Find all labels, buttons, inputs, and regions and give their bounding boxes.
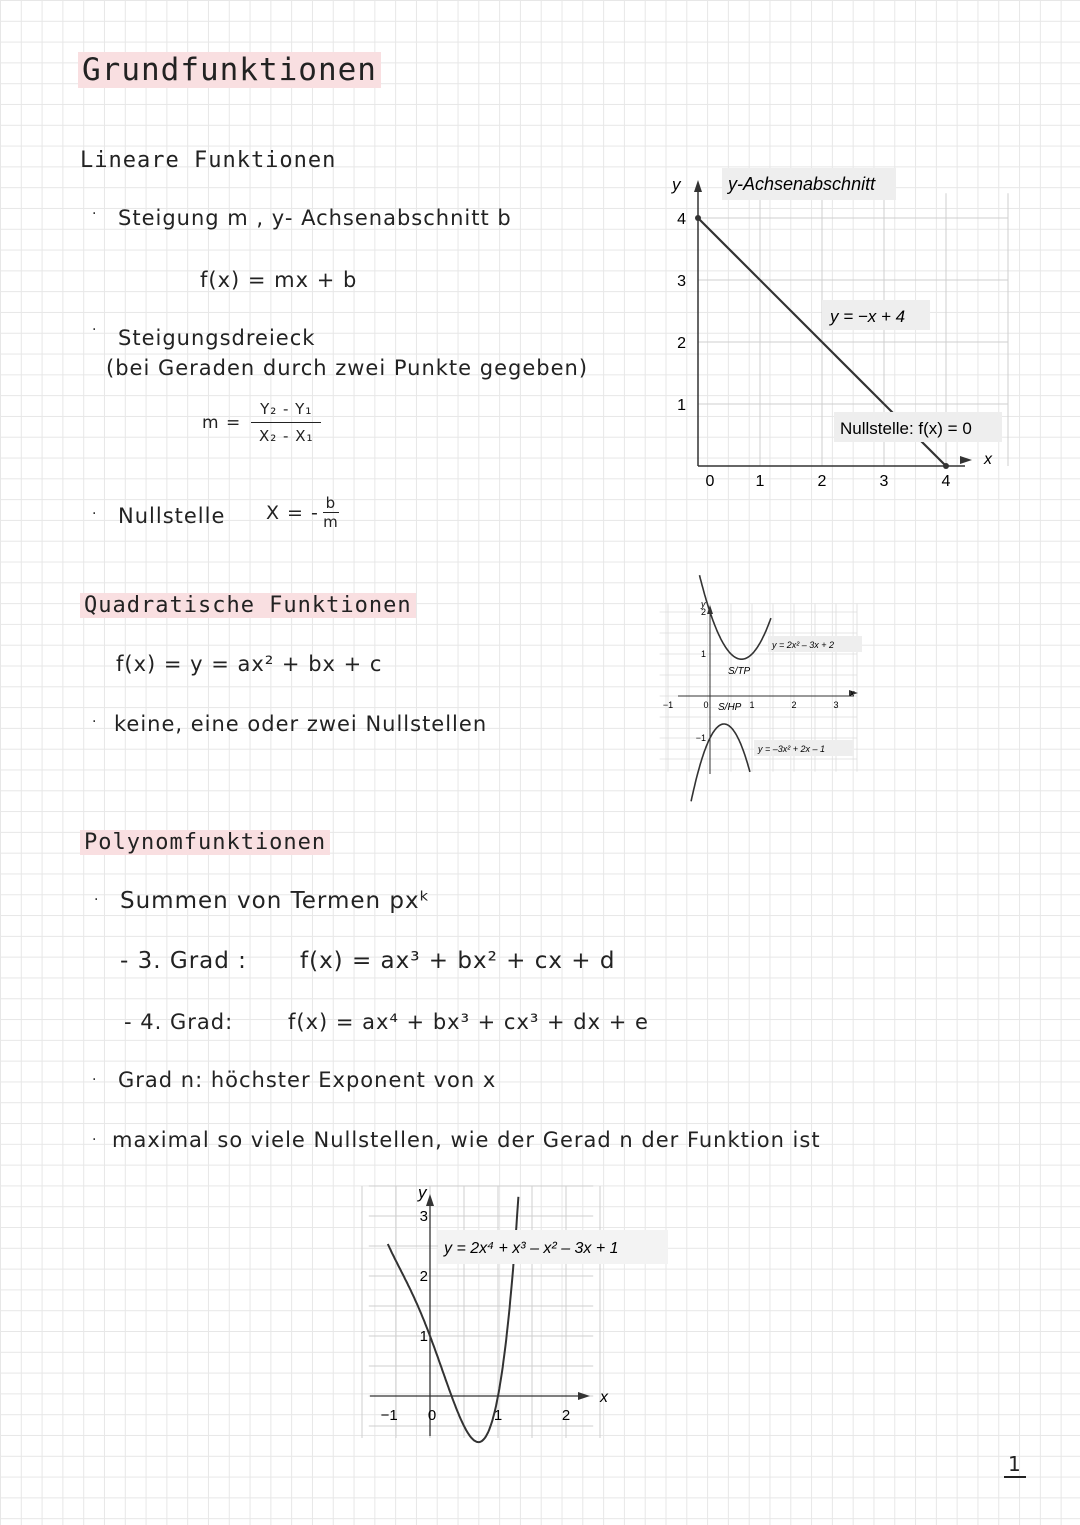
y-tick-label: 4 bbox=[677, 211, 686, 228]
y-tick-label: 2 bbox=[419, 1268, 428, 1285]
chart-linear-annotation-root: Nullstelle: f(x) = 0 bbox=[840, 419, 972, 438]
chart-linear-ylabel: y bbox=[672, 175, 681, 194]
bullet: · bbox=[92, 322, 97, 338]
x-tick-label: 2 bbox=[817, 473, 827, 490]
x-tick-label: −1 bbox=[380, 1407, 398, 1424]
x-tick-label: 4 bbox=[941, 473, 951, 490]
y-tick-label: 1 bbox=[700, 649, 706, 659]
chart-quadratic bbox=[662, 596, 876, 782]
chart-linear bbox=[660, 166, 1010, 496]
poly-deg3-formula: f(x) = ax³ + bx² + cx + d bbox=[300, 948, 616, 974]
poly-item-degree: Grad n: höchster Exponent von x bbox=[118, 1068, 497, 1092]
chart-polynomial-y-arrow bbox=[426, 1194, 434, 1206]
slope-formula bbox=[202, 400, 321, 445]
chart-quadratic-vertex-hp: S/HP bbox=[718, 702, 742, 713]
x-tick-label: 1 bbox=[755, 473, 765, 490]
quadratic-item-roots: keine, eine oder zwei Nullstellen bbox=[114, 712, 488, 736]
x-tick-label: 0 bbox=[703, 700, 709, 710]
x-tick-label: 3 bbox=[879, 473, 889, 490]
chart-polynomial-ylabel: y bbox=[418, 1183, 427, 1202]
bullet: · bbox=[92, 206, 97, 222]
poly-deg3-label: - 3. Grad : bbox=[120, 948, 247, 974]
bullet: · bbox=[92, 714, 97, 730]
linear-item-triangle-note: (bei Geraden durch zwei Punkte gegeben) bbox=[106, 356, 589, 380]
chart-polynomial-grid bbox=[362, 1186, 600, 1438]
y-tick-label: 1 bbox=[419, 1328, 428, 1345]
x-tick-label: 0 bbox=[705, 473, 715, 490]
root-lhs: X = - bbox=[266, 501, 319, 524]
bullet: · bbox=[92, 1072, 97, 1088]
chart-quadratic-label-2: y = –3x² + 2x – 1 bbox=[758, 744, 826, 754]
slope-denominator: X₂ - X₁ bbox=[258, 427, 314, 445]
chart-linear-root-point bbox=[943, 463, 949, 469]
chart-linear-x-arrow bbox=[960, 456, 972, 464]
y-tick-label: 3 bbox=[419, 1208, 428, 1225]
page-title: Grundfunktionen bbox=[78, 52, 381, 88]
x-tick-label: 3 bbox=[833, 700, 839, 710]
chart-polynomial-label: y = 2x⁴ + x³ – x² – 3x + 1 bbox=[444, 1240, 619, 1257]
x-tick-label: 1 bbox=[493, 1407, 503, 1424]
bullet: · bbox=[92, 506, 97, 522]
chart-polynomial bbox=[360, 1180, 680, 1446]
chart-linear-y-intercept-point bbox=[695, 215, 701, 221]
chart-quadratic-vertex-tp: S/TP bbox=[728, 666, 751, 677]
chart-polynomial-xlabel: x bbox=[600, 1389, 608, 1406]
section-heading-linear: Lineare Funktionen bbox=[80, 148, 337, 173]
section-heading-polynomial: Polynomfunktionen bbox=[80, 830, 330, 855]
x-tick-label: −1 bbox=[662, 700, 674, 710]
root-denominator: m bbox=[323, 513, 339, 531]
chart-linear-xlabel: x bbox=[984, 451, 992, 468]
quadratic-formula: f(x) = y = ax² + bx + c bbox=[116, 652, 383, 676]
linear-formula: f(x) = mx + b bbox=[200, 268, 358, 292]
chart-linear-ticks bbox=[677, 211, 950, 490]
slope-formula-lhs: m = bbox=[202, 412, 242, 433]
poly-item-max-roots: maximal so viele Nullstellen, wie der Gerad n der Funktion ist bbox=[112, 1128, 821, 1152]
root-fraction bbox=[323, 494, 339, 531]
x-tick-label: 2 bbox=[791, 700, 797, 710]
section-heading-quadratic: Quadratische Funktionen bbox=[80, 593, 416, 618]
poly-deg4-label: - 4. Grad: bbox=[124, 1010, 234, 1034]
page-number: 1 bbox=[1004, 1452, 1026, 1478]
linear-item-triangle: Steigungsdreieck bbox=[118, 326, 316, 350]
y-tick-label: 2 bbox=[700, 607, 706, 617]
x-tick-label: 0 bbox=[427, 1407, 437, 1424]
chart-linear-annotation-function: y = −x + 4 bbox=[830, 307, 906, 326]
chart-quadratic-label-1: y = 2x² – 3x + 2 bbox=[772, 640, 835, 650]
chart-linear-y-arrow bbox=[694, 180, 702, 192]
poly-item-terms: Summen von Termen pxᵏ bbox=[120, 888, 431, 914]
root-numerator: b bbox=[325, 494, 337, 512]
bullet: · bbox=[94, 892, 99, 908]
chart-polynomial-x-arrow bbox=[578, 1392, 590, 1400]
slope-fraction bbox=[251, 400, 321, 445]
slope-numerator: Y₂ - Y₁ bbox=[260, 400, 313, 418]
x-tick-label: 1 bbox=[749, 700, 755, 710]
bullet: · bbox=[92, 1132, 97, 1148]
y-tick-label: 3 bbox=[677, 273, 686, 290]
y-tick-label: −1 bbox=[695, 733, 706, 743]
y-tick-label: 1 bbox=[677, 397, 686, 414]
chart-linear-annotation-intercept: y-Achsenabschnitt bbox=[728, 174, 876, 194]
chart-quadratic-ylabel: y bbox=[701, 599, 706, 609]
y-tick-label: 2 bbox=[677, 335, 686, 352]
linear-item-root: Nullstelle bbox=[118, 504, 226, 528]
chart-quadratic-xlabel: x bbox=[850, 688, 855, 698]
root-formula bbox=[266, 494, 339, 531]
x-tick-label: 2 bbox=[561, 1407, 571, 1424]
linear-item-slope: Steigung m , y- Achsenabschnitt b bbox=[118, 206, 512, 230]
poly-deg4-formula: f(x) = ax⁴ + bx³ + cx³ + dx + e bbox=[288, 1010, 649, 1034]
